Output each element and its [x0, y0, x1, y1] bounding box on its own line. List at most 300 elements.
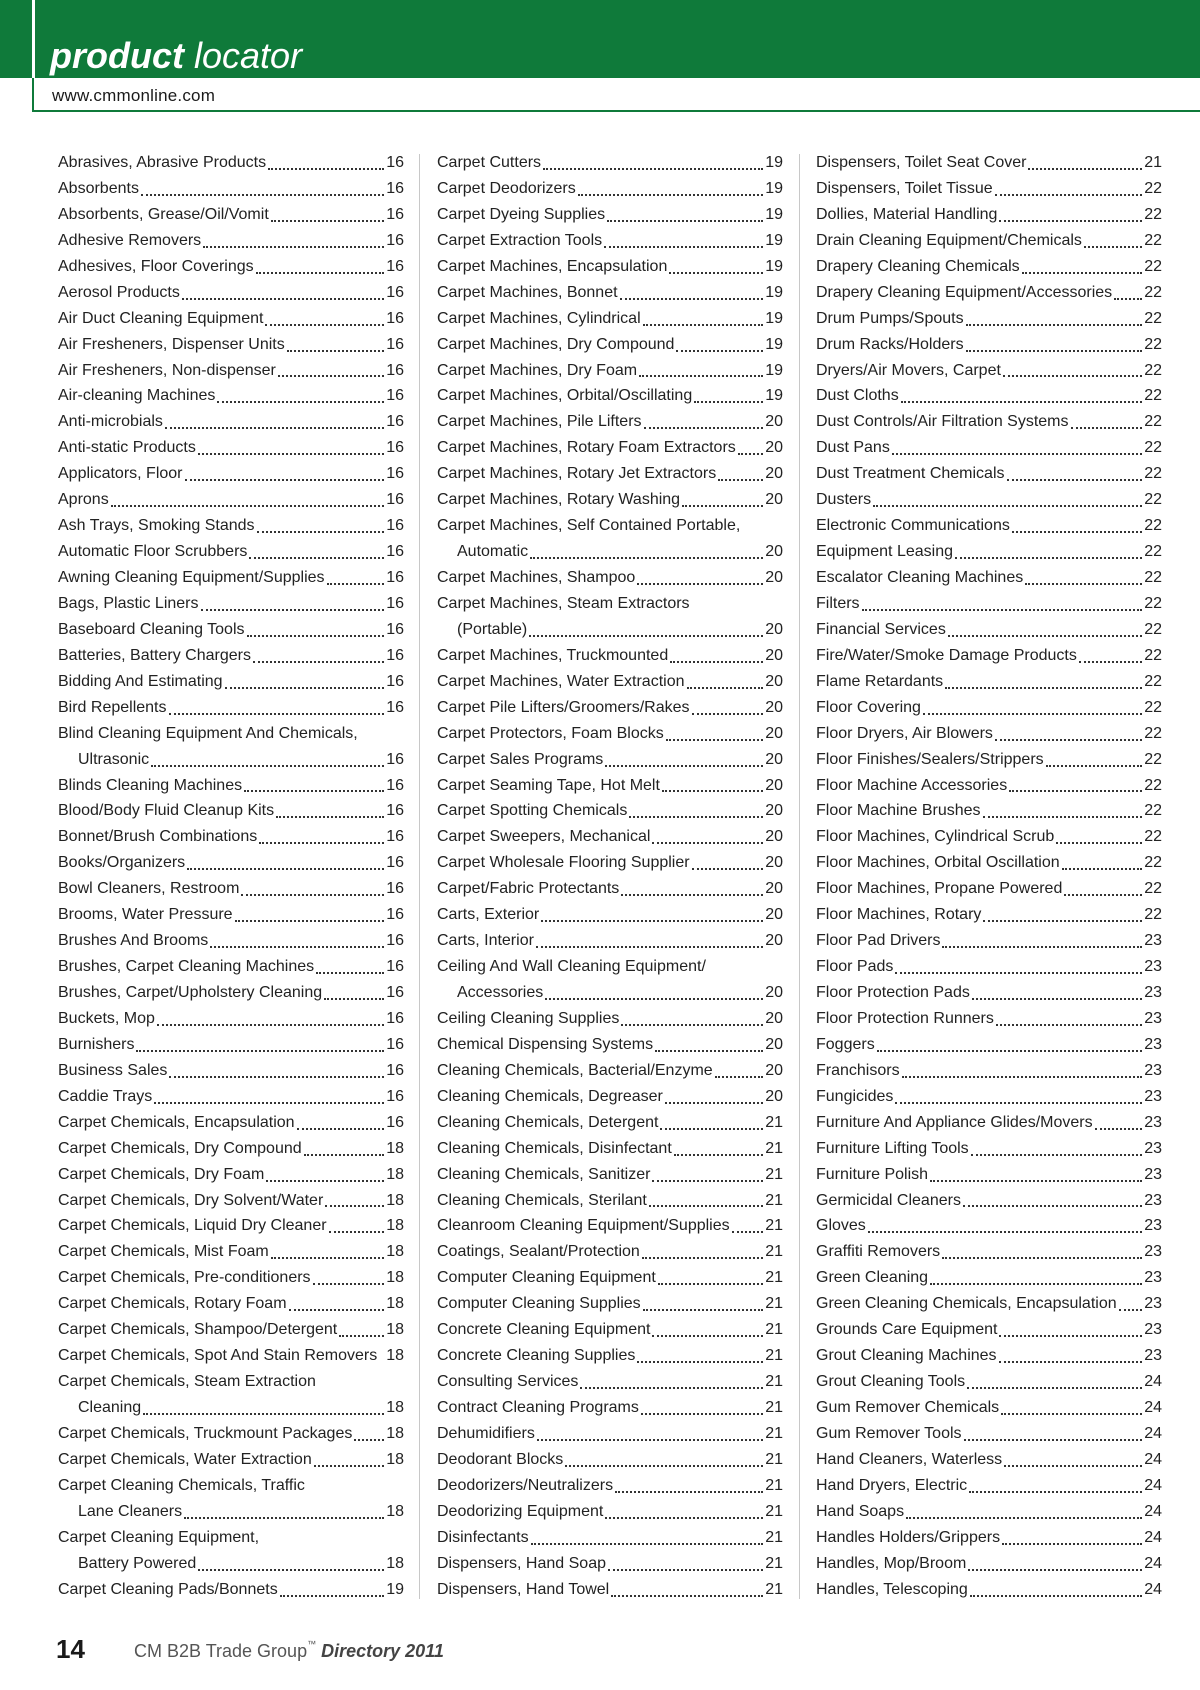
index-entry — [437, 513, 783, 539]
entry-page-number: 21 — [765, 1321, 783, 1339]
entry-label: Dispensers, Toilet Tissue — [816, 179, 993, 197]
entry-page-number: 20 — [765, 1061, 783, 1079]
entry-page-number: 22 — [1144, 309, 1162, 327]
entry-label: Cleaning Chemicals, Sterilant — [437, 1191, 647, 1209]
entry-page-number: 23 — [1144, 1009, 1162, 1027]
entry-label: Bonnet/Brush Combinations — [58, 828, 258, 846]
index-entry — [58, 1577, 404, 1603]
dot-leader — [1009, 790, 1142, 792]
entry-page-number: 23 — [1144, 958, 1162, 976]
index-column-2 — [437, 150, 783, 1603]
index-entry — [816, 902, 1162, 928]
entry-page-number: 20 — [765, 984, 783, 1001]
entry-page-number: 20 — [765, 750, 783, 768]
dot-leader — [276, 816, 384, 818]
entry-page-number: 19 — [386, 1580, 404, 1598]
entry-page-number: 19 — [765, 231, 783, 249]
index-entry — [58, 1162, 404, 1188]
entry-label: Floor Finishes/Sealers/Strippers — [816, 750, 1044, 768]
entry-page-number: 18 — [386, 1424, 404, 1442]
entry-page-number: 19 — [765, 309, 783, 327]
dot-leader — [529, 635, 763, 637]
entry-label: Furniture Polish — [816, 1165, 929, 1183]
entry-label: Carpet Chemicals, Pre-conditioners — [58, 1269, 311, 1287]
index-entry — [58, 1473, 404, 1499]
index-entry — [58, 1369, 404, 1395]
dot-leader — [605, 1517, 763, 1519]
entry-label: Contract Cleaning Programs — [437, 1399, 639, 1416]
dot-leader — [942, 1257, 1142, 1259]
dot-leader — [1046, 765, 1143, 767]
entry-page-number: 21 — [765, 1139, 783, 1157]
entry-page-number: 20 — [765, 880, 783, 898]
entry-page-number: 16 — [386, 1113, 404, 1131]
entry-label: Carpet Cleaning Chemicals, Traffic — [58, 1476, 305, 1494]
dot-leader — [670, 661, 763, 663]
page-title-bold: product — [50, 35, 184, 76]
entry-label: Financial Services — [816, 620, 946, 638]
dot-leader — [660, 1128, 763, 1130]
index-entry — [437, 1499, 783, 1525]
entry-page-number: 22 — [1144, 491, 1162, 509]
entry-label: Carpet Cleaning Equipment, — [58, 1528, 260, 1546]
dot-leader — [543, 168, 763, 170]
dot-leader — [198, 1569, 384, 1571]
index-entry — [58, 1447, 404, 1473]
index-entry — [58, 565, 404, 591]
index-entry — [58, 850, 404, 876]
index-entry — [437, 1110, 783, 1136]
entry-label: Graffiti Removers — [816, 1243, 941, 1261]
index-entry — [437, 850, 783, 876]
index-entry — [58, 1265, 404, 1291]
index-entry — [437, 1291, 783, 1317]
dot-leader — [996, 1024, 1142, 1026]
index-entry — [816, 876, 1162, 902]
index-entry — [58, 383, 404, 409]
index-entry — [58, 1032, 404, 1058]
entry-page-number: 16 — [386, 231, 404, 249]
entry-label: Floor Covering — [816, 698, 921, 716]
entry-label: Concrete Cleaning Supplies — [437, 1347, 636, 1365]
entry-page-number: 16 — [386, 491, 404, 509]
entry-page-number: 23 — [1144, 1087, 1162, 1105]
header-rule — [32, 110, 1200, 112]
entry-label: Abrasives, Abrasive Products — [58, 154, 267, 171]
index-entry — [816, 1473, 1162, 1499]
index-entry — [58, 902, 404, 928]
entry-label: Floor Machine Brushes — [816, 802, 981, 820]
index-entry — [437, 954, 783, 980]
entry-label: Fungicides — [816, 1087, 894, 1105]
entry-page-number: 23 — [1144, 1243, 1162, 1261]
index-entry — [816, 1136, 1162, 1162]
index-entry — [58, 1006, 404, 1032]
index-entry — [816, 1032, 1162, 1058]
entry-page-number: 23 — [1144, 1191, 1162, 1209]
index-entry — [58, 254, 404, 280]
entry-label: Carpet Chemicals, Encapsulation — [58, 1113, 295, 1131]
dot-leader — [325, 1205, 384, 1207]
dot-leader — [201, 609, 385, 611]
dot-leader — [895, 972, 1142, 974]
entry-page-number: 19 — [765, 335, 783, 353]
dot-leader — [642, 1257, 763, 1259]
entry-page-number: 21 — [765, 1191, 783, 1209]
entry-page-number: 16 — [386, 646, 404, 664]
entry-label: Floor Machines, Cylindrical Scrub — [816, 828, 1055, 846]
index-entry — [58, 487, 404, 513]
entry-page-number: 21 — [765, 1269, 783, 1287]
index-entry — [437, 539, 783, 565]
entry-label: Carpet Chemicals, Liquid Dry Cleaner — [58, 1217, 327, 1235]
entry-page-number: 22 — [1144, 205, 1162, 223]
index-entry — [816, 1577, 1162, 1603]
dot-leader — [225, 687, 385, 689]
entry-page-number: 21 — [765, 1243, 783, 1261]
dot-leader — [674, 1154, 763, 1156]
entry-page-number: 19 — [765, 257, 783, 275]
entry-page-number: 22 — [1144, 387, 1162, 405]
index-entry — [816, 850, 1162, 876]
index-entry — [816, 591, 1162, 617]
dot-leader — [1114, 298, 1142, 300]
entry-label: Dust Controls/Air Filtration Systems — [816, 413, 1069, 431]
site-url[interactable]: www.cmmonline.com — [52, 86, 216, 105]
entry-page-number: 18 — [386, 1399, 404, 1416]
index-entry — [437, 1239, 783, 1265]
entry-label: Bidding And Estimating — [58, 672, 223, 690]
dot-leader — [1071, 427, 1143, 429]
index-entry — [58, 228, 404, 254]
dot-leader — [1012, 531, 1142, 533]
index-entry — [437, 461, 783, 487]
entry-label: Floor Pad Drivers — [816, 932, 941, 950]
dot-leader — [265, 324, 384, 326]
entry-label: Brushes, Carpet/Upholstery Cleaning — [58, 984, 323, 1001]
entry-page-number: 16 — [386, 1061, 404, 1079]
entry-page-number: 16 — [386, 698, 404, 716]
dot-leader — [862, 609, 1143, 611]
dot-leader — [1025, 583, 1142, 585]
dot-leader — [253, 661, 384, 663]
index-entry — [437, 980, 783, 1006]
dot-leader — [942, 946, 1142, 948]
index-entry — [437, 332, 783, 358]
dot-leader — [637, 1361, 763, 1363]
index-entry — [816, 773, 1162, 799]
entry-page-number: 18 — [386, 1295, 404, 1313]
dot-leader — [652, 1180, 763, 1182]
index-entry — [437, 358, 783, 384]
entry-page-number: 20 — [765, 776, 783, 794]
entry-label: Books/Organizers — [58, 854, 186, 872]
entry-label: Brushes, Carpet Cleaning Machines — [58, 958, 315, 976]
entry-page-number: 18 — [386, 1347, 404, 1365]
entry-page-number: 23 — [1144, 1269, 1162, 1287]
entry-label: Brooms, Water Pressure — [58, 906, 233, 924]
entry-label: Adhesives, Floor Coverings — [58, 257, 254, 275]
dot-leader — [964, 1439, 1143, 1441]
index-entry — [816, 1188, 1162, 1214]
entry-page-number: 21 — [765, 1450, 783, 1468]
index-entry — [816, 747, 1162, 773]
entry-page-number: 16 — [386, 413, 404, 431]
entry-page-number: 22 — [1144, 620, 1162, 638]
dot-leader — [1095, 1128, 1143, 1130]
trademark-mark: ™ — [307, 1639, 317, 1649]
entry-label: Dehumidifiers — [437, 1424, 535, 1442]
dot-leader — [182, 298, 384, 300]
index-entry — [58, 1110, 404, 1136]
entry-page-number: 18 — [386, 1502, 404, 1520]
dot-leader — [945, 687, 1142, 689]
entry-label: Blood/Body Fluid Cleanup Kits — [58, 802, 275, 820]
dot-leader — [615, 1491, 763, 1493]
entry-page-number: 21 — [765, 1399, 783, 1416]
entry-label: Germicidal Cleaners — [816, 1191, 961, 1209]
dot-leader — [969, 1491, 1142, 1493]
index-entry — [58, 798, 404, 824]
dot-leader — [649, 1205, 763, 1207]
entry-label: Carpet Sales Programs — [437, 750, 604, 768]
entry-label: Furniture Lifting Tools — [816, 1139, 969, 1157]
dot-leader — [694, 401, 763, 403]
index-entry — [58, 1136, 404, 1162]
index-entry — [437, 1421, 783, 1447]
dot-leader — [536, 946, 763, 948]
index-entry — [58, 773, 404, 799]
index-entry — [437, 1136, 783, 1162]
index-entry — [437, 1265, 783, 1291]
dot-leader — [658, 1283, 763, 1285]
entry-page-number: 20 — [765, 1087, 783, 1105]
entry-page-number: 23 — [1144, 1165, 1162, 1183]
entry-label: Carpet Machines, Dry Compound — [437, 335, 675, 353]
entry-label: Buckets, Mop — [58, 1009, 155, 1027]
index-entry — [437, 280, 783, 306]
dot-leader — [732, 1231, 764, 1233]
entry-label: Aprons — [58, 491, 109, 509]
index-entry — [816, 1343, 1162, 1369]
index-entry — [58, 176, 404, 202]
entry-page-number: 21 — [765, 1476, 783, 1494]
index-entry — [437, 435, 783, 461]
index-entry — [437, 643, 783, 669]
index-entry — [437, 1525, 783, 1551]
dot-leader — [287, 350, 384, 352]
dot-leader — [970, 1595, 1142, 1597]
entry-page-number: 19 — [765, 179, 783, 197]
entry-label: Green Cleaning — [816, 1269, 929, 1287]
dot-leader — [999, 1361, 1143, 1363]
entry-label: Carts, Exterior — [437, 906, 540, 924]
entry-label: Gloves — [816, 1217, 866, 1235]
entry-page-number: 16 — [386, 439, 404, 457]
entry-label: Carpet Machines, Truckmounted — [437, 646, 669, 664]
entry-label: Brushes And Brooms — [58, 932, 209, 950]
entry-label: Dust Pans — [816, 439, 890, 457]
entry-label: Gum Remover Tools — [816, 1424, 962, 1442]
index-entry — [437, 617, 783, 643]
index-entry — [816, 1447, 1162, 1473]
dot-leader — [718, 479, 763, 481]
entry-page-number: 21 — [1144, 154, 1162, 171]
dot-leader — [354, 1439, 384, 1441]
entry-label: Concrete Cleaning Equipment — [437, 1321, 651, 1339]
entry-page-number: 23 — [1144, 1347, 1162, 1365]
entry-label: Deodorant Blocks — [437, 1450, 564, 1468]
entry-label: Computer Cleaning Supplies — [437, 1295, 641, 1313]
entry-label: Carpet Machines, Rotary Jet Extractors — [437, 465, 717, 483]
index-entry — [437, 824, 783, 850]
dot-leader — [165, 427, 384, 429]
entry-label: Air Fresheners, Dispenser Units — [58, 335, 285, 353]
entry-page-number: 21 — [765, 1347, 783, 1365]
entry-label: Cleaning Chemicals, Disinfectant — [437, 1139, 672, 1157]
dot-leader — [578, 194, 763, 196]
entry-page-number: 23 — [1144, 1113, 1162, 1131]
dot-leader — [541, 920, 763, 922]
entry-label: Carpet Dyeing Supplies — [437, 205, 606, 223]
entry-label: Computer Cleaning Equipment — [437, 1269, 656, 1287]
index-entry — [816, 928, 1162, 954]
entry-label: Green Cleaning Chemicals, Encapsulation — [816, 1295, 1117, 1313]
entry-page-number: 23 — [1144, 1217, 1162, 1235]
entry-label: Carpet Machines, Rotary Washing — [437, 491, 681, 509]
entry-page-number: 22 — [1144, 439, 1162, 457]
dot-leader — [545, 998, 763, 1000]
entry-label: Absorbents — [58, 179, 139, 197]
index-entry — [816, 565, 1162, 591]
index-column-3 — [816, 150, 1162, 1603]
entry-label: Carpet Seaming Tape, Hot Melt — [437, 776, 660, 794]
index-entry — [58, 721, 404, 747]
dot-leader — [639, 375, 763, 377]
index-entry — [58, 591, 404, 617]
dot-leader — [662, 790, 763, 792]
entry-label: Carpet Machines, Pile Lifters — [437, 413, 642, 431]
index-entry — [58, 669, 404, 695]
entry-label: Furniture And Appliance Glides/Movers — [816, 1113, 1093, 1131]
entry-page-number: 22 — [1144, 569, 1162, 586]
index-entry — [437, 228, 783, 254]
entry-page-number: 16 — [386, 205, 404, 223]
entry-page-number: 16 — [386, 569, 404, 586]
index-entry — [816, 435, 1162, 461]
entry-page-number: 21 — [765, 1502, 783, 1520]
entry-page-number: 22 — [1144, 465, 1162, 483]
entry-label: Dispensers, Toilet Seat Cover — [816, 154, 1027, 171]
entry-label: Carpet Machines, Self Contained Portable, — [437, 517, 741, 535]
index-entry — [437, 1213, 783, 1239]
index-entry — [437, 1473, 783, 1499]
entry-label: Handles, Telescoping — [816, 1580, 968, 1598]
index-entry — [816, 461, 1162, 487]
entry-label: Floor Pads — [816, 958, 894, 976]
index-entry — [437, 306, 783, 332]
dot-leader — [280, 1595, 385, 1597]
index-entry — [816, 1058, 1162, 1084]
index-entry — [58, 695, 404, 721]
entry-label: Carpet Chemicals, Truckmount Packages — [58, 1424, 353, 1442]
entry-label: Floor Machine Accessories — [816, 776, 1008, 794]
index-entry — [816, 1369, 1162, 1395]
index-entry — [816, 202, 1162, 228]
entry-page-number: 20 — [765, 802, 783, 820]
index-entry — [816, 1006, 1162, 1032]
dot-leader — [329, 1231, 385, 1233]
index-entry — [58, 280, 404, 306]
page-title — [50, 36, 302, 76]
entry-label: Carpet Protectors, Foam Blocks — [437, 724, 664, 742]
index-entry — [58, 928, 404, 954]
entry-page-number: 20 — [765, 672, 783, 690]
index-entry — [816, 798, 1162, 824]
entry-page-number: 16 — [386, 594, 404, 612]
dot-leader — [1064, 894, 1142, 896]
index-entry — [816, 1395, 1162, 1421]
index-entry — [58, 358, 404, 384]
dot-leader — [655, 1050, 763, 1052]
dot-leader — [111, 505, 385, 507]
entry-label: Floor Dryers, Air Blowers — [816, 724, 993, 742]
entry-page-number: 20 — [765, 828, 783, 846]
entry-page-number: 22 — [1144, 698, 1162, 716]
entry-page-number: 16 — [386, 309, 404, 327]
entry-label: Cleaning Chemicals, Bacterial/Enzyme — [437, 1061, 713, 1079]
index-entry — [437, 487, 783, 513]
dot-leader — [738, 453, 763, 455]
entry-page-number: 16 — [386, 387, 404, 405]
entry-label: Applicators, Floor — [58, 465, 183, 483]
entry-label: Dusters — [816, 491, 872, 509]
entry-label: Carpet Wholesale Flooring Supplier — [437, 854, 690, 872]
entry-label: Ultrasonic — [78, 750, 150, 768]
footer-publisher: CM B2B Trade Group — [134, 1641, 308, 1661]
entry-page-number: 18 — [386, 1191, 404, 1209]
index-entry — [437, 1317, 783, 1343]
dot-leader — [643, 324, 764, 326]
entry-page-number: 24 — [1144, 1373, 1162, 1391]
dot-leader — [1084, 246, 1142, 248]
index-entry — [437, 1343, 783, 1369]
entry-label: Carpet Sweepers, Mechanical — [437, 828, 651, 846]
entry-label: Carpet Machines, Steam Extractors — [437, 594, 690, 612]
entry-page-number: 16 — [386, 179, 404, 197]
entry-page-number: 16 — [386, 802, 404, 820]
dot-leader — [184, 1517, 384, 1519]
dot-leader — [530, 557, 763, 559]
entry-label: Filters — [816, 594, 860, 612]
index-entry — [58, 1188, 404, 1214]
dot-leader — [666, 739, 763, 741]
entry-label: Dispensers, Hand Soap — [437, 1554, 606, 1572]
entry-page-number: 23 — [1144, 1321, 1162, 1339]
entry-page-number: 22 — [1144, 517, 1162, 535]
entry-page-number: 20 — [765, 620, 783, 638]
entry-label: Carpet Chemicals, Rotary Foam — [58, 1295, 287, 1313]
dot-leader — [906, 1517, 1142, 1519]
entry-label: Cleaning — [78, 1399, 142, 1416]
index-entry — [437, 1577, 783, 1603]
entry-label: Floor Machines, Orbital Oscillation — [816, 854, 1060, 872]
entry-label: Floor Machines, Rotary — [816, 906, 982, 924]
entry-page-number: 20 — [765, 491, 783, 509]
entry-label: Carpet Extraction Tools — [437, 231, 603, 249]
entry-page-number: 16 — [386, 828, 404, 846]
entry-page-number: 16 — [386, 335, 404, 353]
